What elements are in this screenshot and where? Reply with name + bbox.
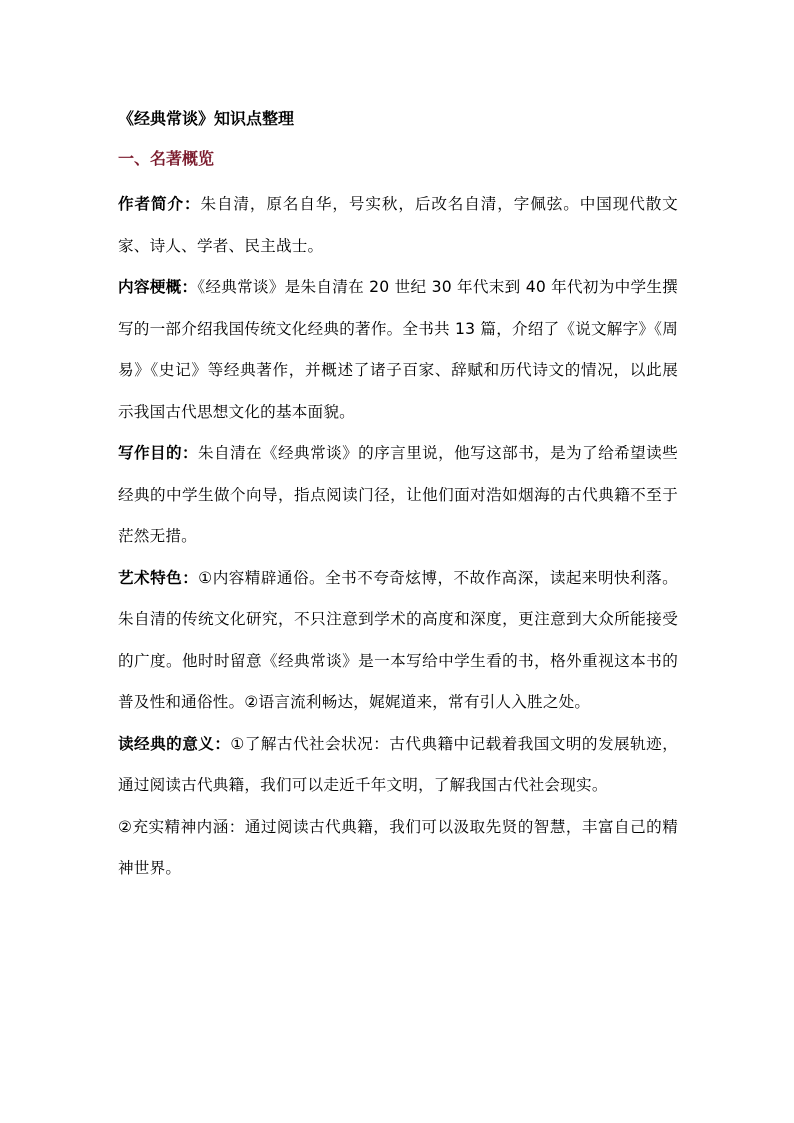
paragraph-text: ①内容精辟通俗。全书不夸奇炫博，不故作高深，读起来明快利落。朱自清的传统文化研究，不只注意到学术的高度和深度，更注意到大众所能接受的广度。他时时留意《经典常谈》是一本写给中学生看的书，格外重视这本书的普及性和通俗性。②语言流利畅达，娓娓道来，常有引人入胜之处。 — [118, 568, 678, 711]
paragraph-significance — [118, 724, 678, 807]
paragraph-author-intro — [118, 184, 678, 267]
paragraph-significance-2 — [118, 807, 678, 890]
paragraph-label: 读经典的意义： — [118, 734, 231, 753]
document-title: 《经典常谈》知识点整理 — [118, 109, 295, 128]
paragraph-label: 艺术特色： — [118, 568, 199, 587]
paragraph-text: ①了解古代社会状况：古代典籍中记载着我国文明的发展轨迹，通过阅读古代典籍，我们可以走近千年文明，了解我国古代社会现实。 — [118, 734, 678, 794]
paragraph-summary — [118, 267, 678, 433]
paragraph-label: 写作目的： — [118, 444, 199, 462]
paragraph-text: 《经典常谈》是朱自清在 20 世纪 30 年代末到 40 年代初为中学生撰写的一部介绍我国传统文化经典的著作。全书共 13 篇，介绍了《说文解字》《周易》《史记》等经典著作，并概述了诸子百家、辞赋和历代诗文的情况，以此展示我国古代思想文化的基本面貌。 — [118, 278, 678, 421]
document-page — [118, 104, 678, 890]
paragraph-purpose — [118, 433, 678, 558]
paragraph-label: 作者简介： — [118, 195, 201, 213]
paragraph-text: 朱自清在《经典常谈》的序言里说，他写这部书，是为了给希望读些经典的中学生做个向导，指点阅读门径，让他们面对浩如烟海的古代典籍不至于茫然无措。 — [118, 444, 678, 545]
section-heading: 一、名著概览 — [118, 149, 215, 168]
paragraph-label: 内容梗概： — [118, 278, 198, 296]
paragraph-text: 朱自清，原名自华，号实秋，后改名自清，字佩弦。中国现代散文家、诗人、学者、民主战士。 — [118, 195, 678, 255]
paragraph-text: ②充实精神内涵：通过阅读古代典籍，我们可以汲取先贤的智慧，丰富自己的精神世界。 — [118, 817, 678, 877]
paragraph-features — [118, 558, 678, 724]
